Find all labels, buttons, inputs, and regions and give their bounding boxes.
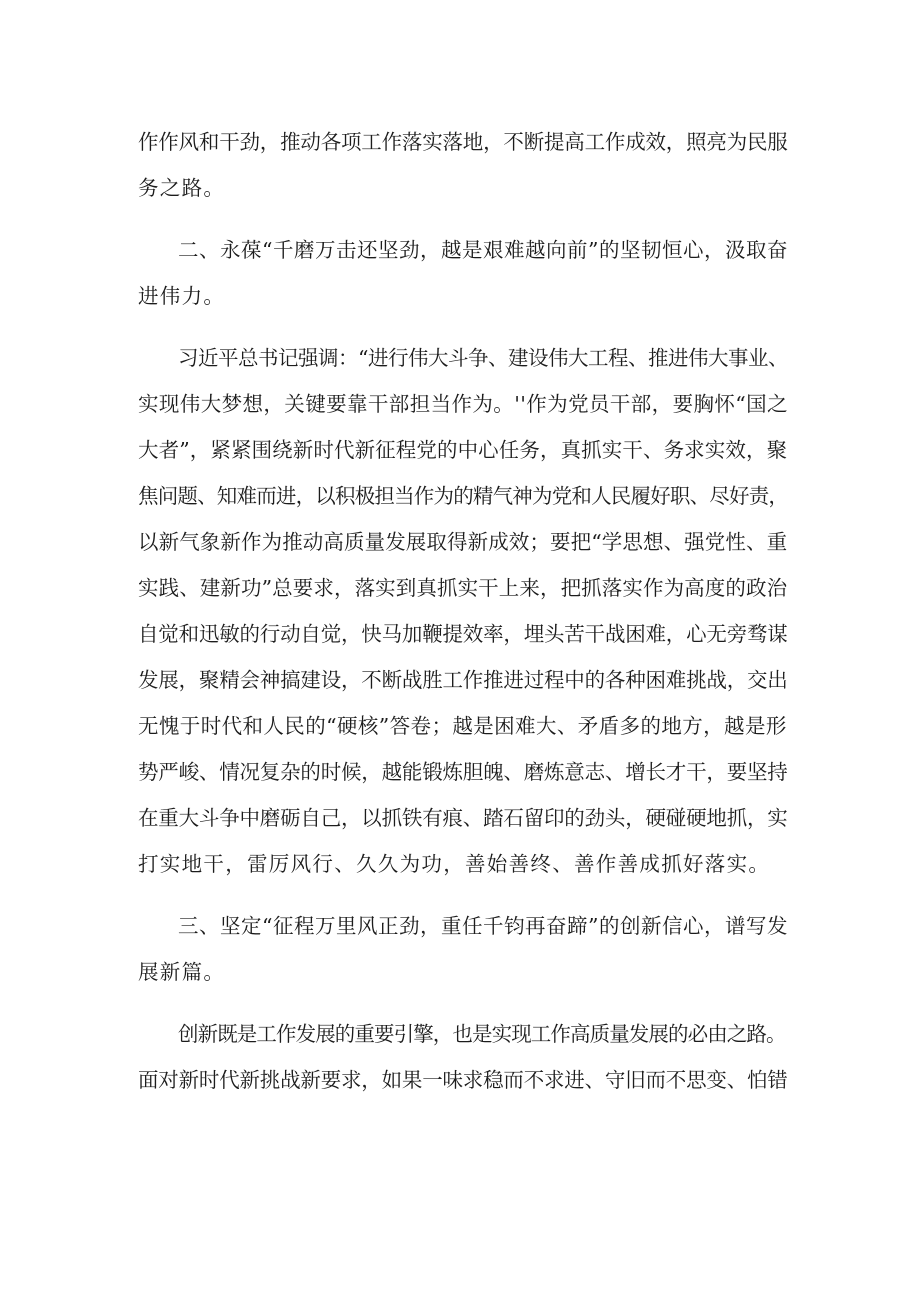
paragraph-line: 大者”，紧紧围绕新时代新征程党的中心任务，真抓实干、务求实效，聚 bbox=[138, 438, 788, 462]
paragraph-line: 习近平总书记强调：“进行伟大斗争、建设伟大工程、推进伟大事业、 bbox=[178, 346, 788, 370]
paragraph-line: 在重大斗争中磨砺自己，以抓铁有痕、踏石留印的劲头，硬碰硬地抓，实 bbox=[138, 806, 788, 830]
section-heading-line: 三、坚定“征程万里风正劲，重任千钧再奋蹄”的创新信心，谱写发 bbox=[178, 914, 788, 938]
paragraph-line: 面对新时代新挑战新要求，如果一味求稳而不求进、守旧而不思变、怕错 bbox=[138, 1068, 788, 1092]
section-heading-line: 进伟力。 bbox=[138, 284, 226, 308]
paragraph-line: 实现伟大梦想，关键要靠干部担当作为。''作为党员干部，要胸怀“国之 bbox=[138, 392, 788, 416]
paragraph-line: 实践、建新功”总要求，落实到真抓实干上来，把抓落实作为高度的政治 bbox=[138, 576, 788, 600]
paragraph-line: 无愧于时代和人民的“硬核”答卷；越是困难大、矛盾多的地方，越是形 bbox=[138, 714, 787, 738]
paragraph-line: 势严峻、情况复杂的时候，越能锻炼胆魄、磨炼意志、增长才干，要坚持 bbox=[138, 760, 788, 784]
paragraph-line: 以新气象新作为推动高质量发展取得新成效；要把“学思想、强党性、重 bbox=[138, 530, 788, 554]
section-heading-line: 展新篇。 bbox=[138, 960, 226, 984]
paragraph-line: 发展，聚精会神搞建设，不断战胜工作推进过程中的各种困难挑战，交出 bbox=[138, 668, 788, 692]
paragraph-line: 创新既是工作发展的重要引擎，也是实现工作高质量发展的必由之路。 bbox=[178, 1022, 786, 1046]
paragraph-line: 焦问题、知难而进，以积极担当作为的精气神为党和人民履好职、尽好责， bbox=[138, 484, 789, 508]
paragraph-line: 打实地干，雷厉风行、久久为功，善始善终、善作善成抓好落实。 bbox=[138, 852, 771, 876]
paragraph-line: 作作风和干劲，推动各项工作落实落地，不断提高工作成效，照亮为民服 bbox=[138, 130, 788, 154]
section-heading-line: 二、永葆“千磨万击还坚劲，越是艰难越向前”的坚韧恒心，汲取奋 bbox=[178, 238, 788, 262]
paragraph-line: 务之路。 bbox=[138, 176, 226, 200]
paragraph-line: 自觉和迅敏的行动自觉，快马加鞭提效率，埋头苦干战困难，心无旁骛谋 bbox=[138, 622, 788, 646]
